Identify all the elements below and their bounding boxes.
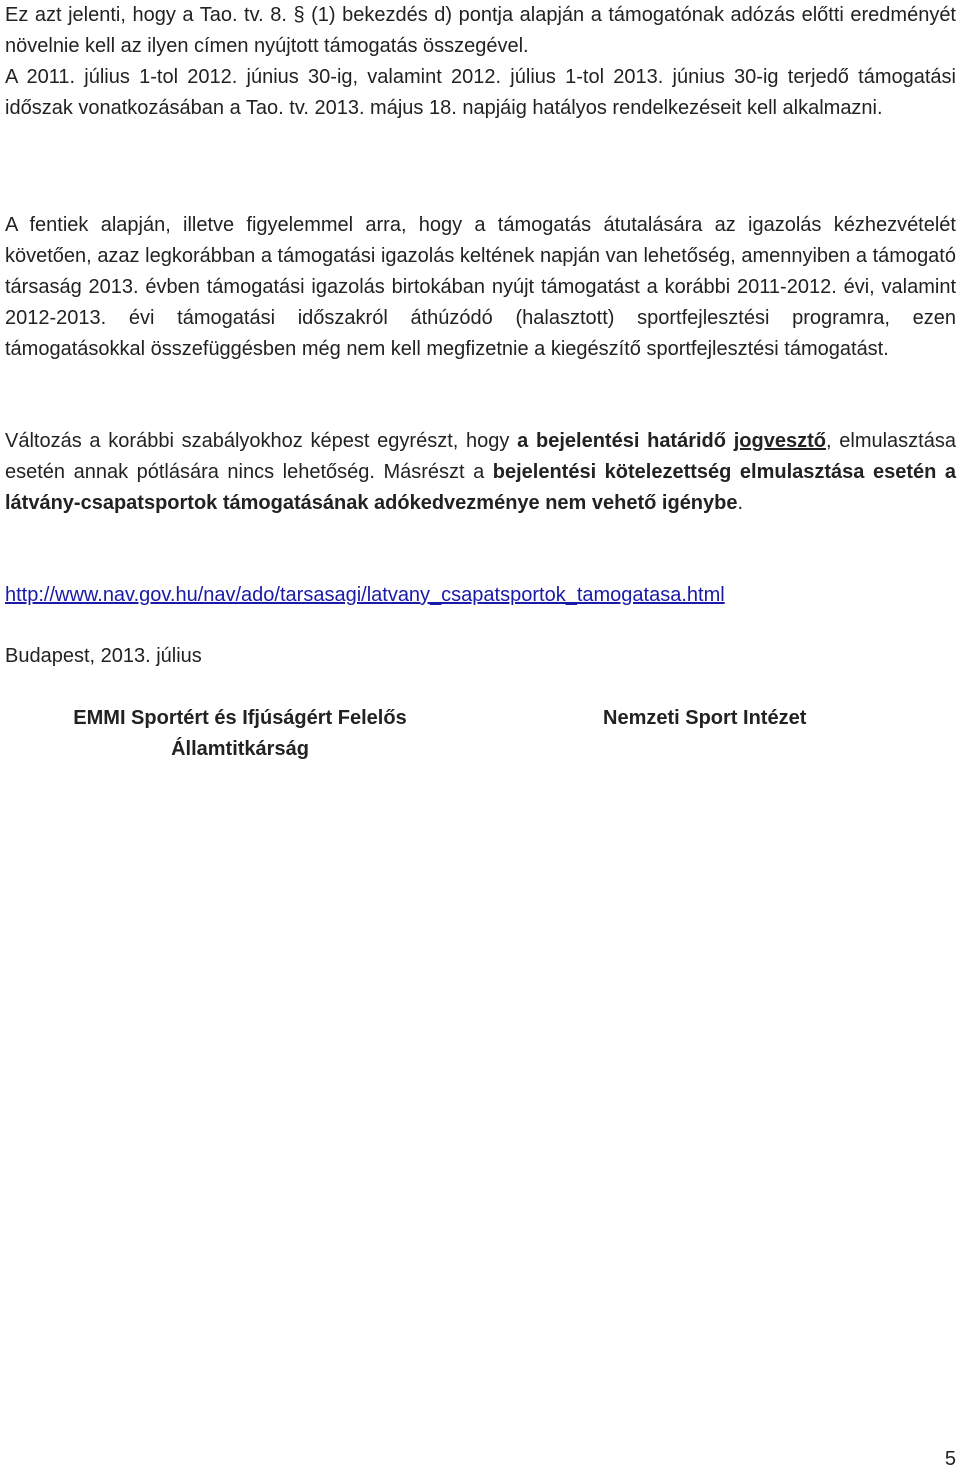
paragraph-4 (5, 426, 956, 519)
paragraph-4-bold-1: a bejelentési határidő (517, 430, 734, 452)
signature-left-line-2: Államtitkárság (171, 738, 309, 760)
paragraph-4-bold-2: bejelentési kötelezettség elmulasztása esetén a látvány-csapatsportok támogatásának adókedvezménye nem vehető igénybe (5, 461, 956, 514)
paragraph-3: A fentiek alapján, illetve figyelemmel arra, hogy a támogatás átutalására az igazolás kézhezvételét követően, azaz legkorábban a támogatási igazolás keltének napján van lehetőség, amennyiben a támogató társaság 2013. évben támogatási igazolás birtokában nyújt támogatást a korábbi 2011-2012. évi, valamint 2012-2013. évi támogatási időszakról áthúzódó (halasztott) sportfejlesztési programra, ezen támogatásokkal összefüggésben még nem kell megfizetnie a kiegészítő sportfejlesztési támogatást. (5, 214, 956, 360)
paragraph-4-text-3: . (737, 492, 744, 514)
source-link-line (5, 580, 725, 611)
paragraph-1: Ez azt jelenti, hogy a Tao. tv. 8. § (1) bekezdés d) pontja alapján a támogatónak adózás előtti eredményét növelnie kell az ilyen címen nyújtott támogatás összegével. (5, 4, 956, 57)
signature-right (603, 703, 843, 734)
nav-source-link[interactable]: http://www.nav.gov.hu/nav/ado/tarsasagi/latvany_csapatsportok_tamogatasa.html (5, 584, 725, 606)
signature-left (45, 703, 435, 765)
paragraph-2: A 2011. július 1-tol 2012. június 30-ig, valamint 2012. július 1-tol 2013. június 30-ig terjedő támogatási időszak vonatkozásában a Tao. tv. 2013. május 18. napjáig hatályos rendelkezéseit kell alkalmazni. (5, 66, 956, 119)
page-number: 5 (944, 1448, 956, 1470)
paragraph-4-bold-underline: jogvesztő (733, 430, 826, 452)
signature-right-line: Nemzeti Sport Intézet (603, 707, 807, 729)
paragraph-4-text-2: , elmulasztása esetén annak pótlására nincs lehetőség. Másrészt a (5, 430, 956, 483)
date-line: Budapest, 2013. július (5, 645, 202, 667)
signature-left-line-1: EMMI Sportért és Ifjúságért Felelős (73, 707, 407, 729)
paragraph-4-text-1: Változás a korábbi szabályokhoz képest egyrészt, hogy (5, 430, 518, 452)
